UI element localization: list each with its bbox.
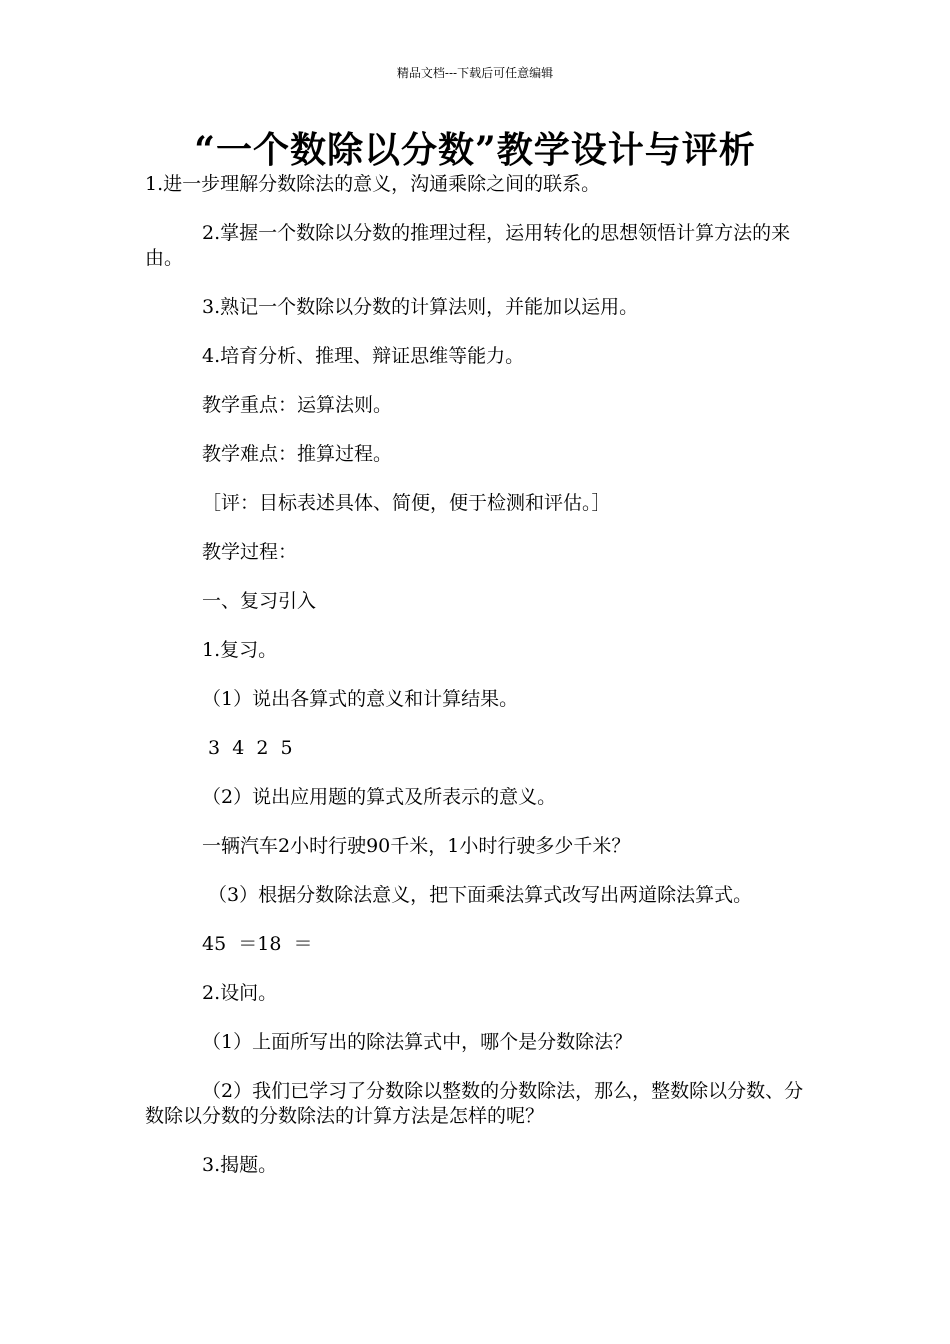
paragraph-process-heading: 教学过程：	[202, 541, 298, 563]
paragraph-section-heading: 一、复习引入	[202, 590, 317, 612]
document-title: “一个数除以分数”教学设计与评析	[194, 129, 756, 171]
paragraph-review: 1.复习。	[202, 639, 278, 661]
paragraph-word-problem: 一辆汽车2小时行驶90千米，1小时行驶多少千米？	[202, 835, 631, 857]
paragraph-objective-2: 2.掌握一个数除以分数的推理过程，运用转化的思想领悟计算方法的来由。	[145, 222, 791, 269]
paragraph-comment: ［评：目标表述具体、简便，便于检测和评估。］	[202, 492, 611, 514]
page-header: 精品文档---下载后可任意编辑	[396, 66, 554, 80]
paragraph-review-3: （3）根据分数除法意义，把下面乘法算式改写出两道除法算式。	[202, 884, 753, 906]
paragraph-reveal-topic: 3.揭题。	[202, 1154, 278, 1176]
paragraph-objective-3: 3.熟记一个数除以分数的计算法则，并能加以运用。	[202, 296, 639, 318]
paragraph-equations: 45 ＝18 ＝	[202, 933, 313, 955]
paragraph-question-1: （1）上面所写出的除法算式中，哪个是分数除法？	[202, 1031, 633, 1053]
paragraph-objective-4: 4.培育分析、推理、辩证思维等能力。	[202, 345, 525, 367]
document-body	[145, 172, 810, 1202]
paragraph-review-1: （1）说出各算式的意义和计算结果。	[202, 688, 519, 710]
paragraph-question-2: （2）我们已学习了分数除以整数的分数除法，那么，整数除以分数、分数除以分数的分数除法的计算方法是怎样的呢？	[145, 1080, 804, 1127]
paragraph-question: 2.设问。	[202, 982, 278, 1004]
paragraph-objective-1: 1.进一步理解分数除法的意义，沟通乘除之间的联系。	[145, 173, 601, 195]
paragraph-review-2: （2）说出应用题的算式及所表示的意义。	[202, 786, 557, 808]
paragraph-numbers: 3 4 2 5	[202, 737, 293, 759]
paragraph-key-point: 教学重点：运算法则。	[202, 394, 393, 416]
paragraph-difficult-point: 教学难点：推算过程。	[202, 443, 393, 465]
